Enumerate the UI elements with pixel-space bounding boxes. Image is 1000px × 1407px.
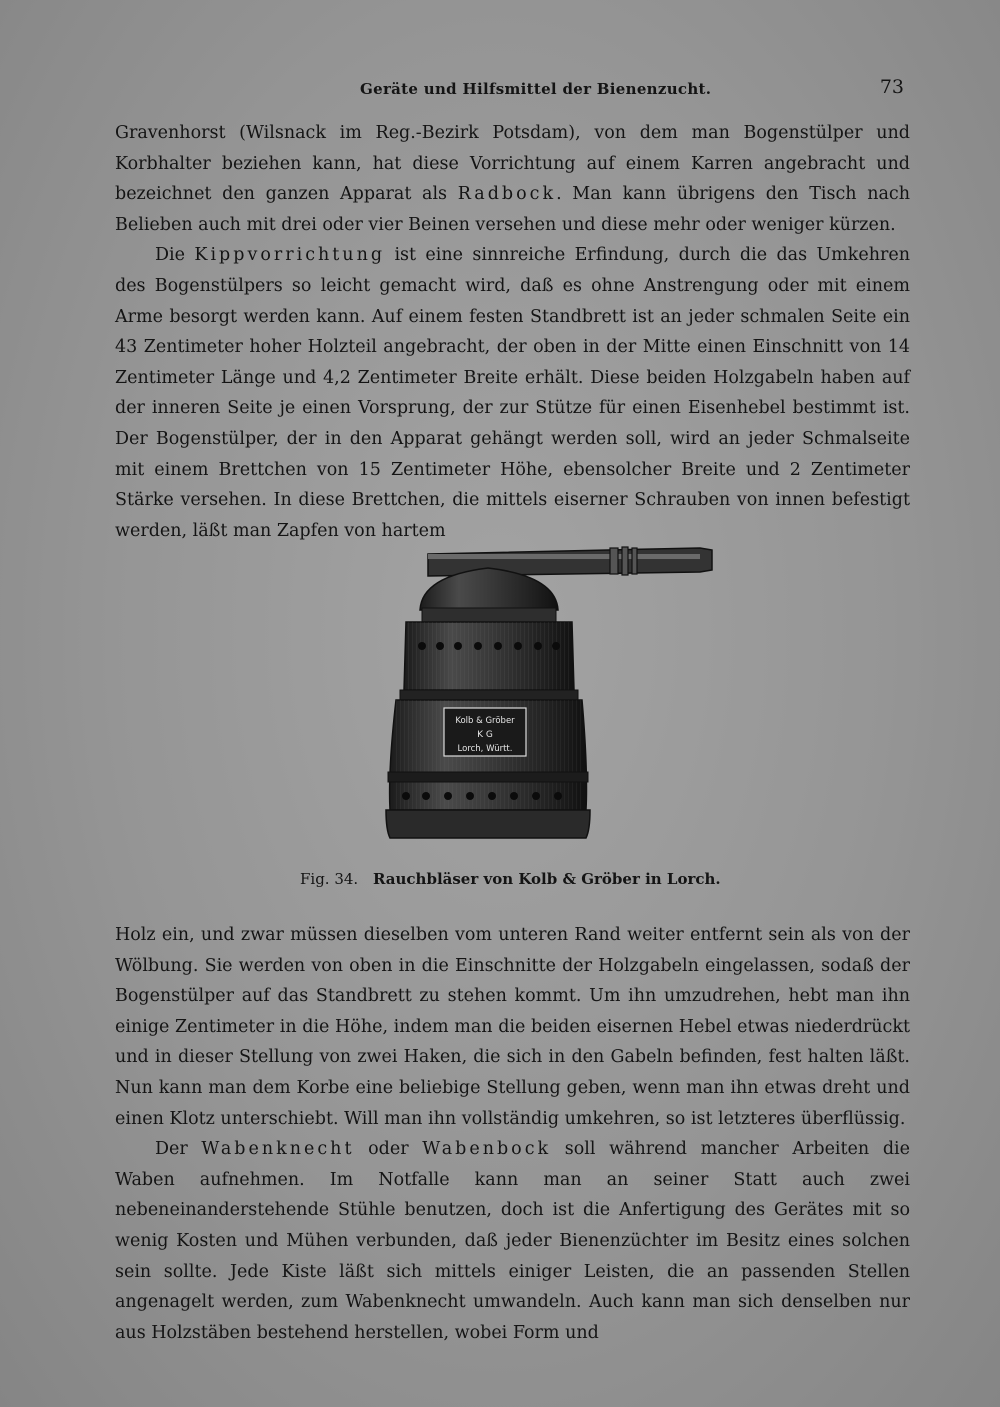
text-run: Die — [155, 245, 195, 266]
emphasized-term: Radbock — [457, 184, 557, 205]
figure-title: Rauchbläser von Kolb & Gröber in Lorch. — [372, 870, 721, 888]
paragraph — [115, 1134, 910, 1348]
figure-caption — [300, 870, 780, 888]
paragraph — [115, 118, 910, 240]
text-run: ist eine sinnreiche Erfindung, durch die das Umkehren des Bogenstülpers so leicht gemacht wird, daß es ohne Anstrengung oder mit einem Arme besorgt werden kann. Auf einem festen Standbrett ist an jeder schmalen Seite ein 43 Zentimeter hoher Holzteil angebracht, der oben in der Mitte einen Einschnitt von 14 Zentimeter Länge und 4,2 Zentimeter Breite erhält. Diese beiden Holzgabeln haben auf der inneren Seite je einen Vorsprung, der zur Stütze für einen Eisenhebel bestimmt ist. Der Bogenstülper, der in den Apparat gehängt werden soll, wird an jeder Schmalseite mit einem Brettchen von 15 Zentimeter Höhe, ebensolcher Breite und 2 Zentimeter Stärke versehen. In diese Brettchen, die mittels eiserner Schrauben von innen befestigt werden, läßt man Zapfen von hartem — [115, 245, 911, 541]
plate-line-2: K G — [477, 730, 493, 740]
emphasized-term: Kippvorrichtung — [194, 245, 386, 266]
paragraph — [115, 920, 910, 1134]
text-run: . Man kann übrigens den Tisch nach Belieben auch mit drei oder vier Beinen versehen und diese mehr oder weniger kürzen. — [115, 184, 910, 235]
smoker-illustration — [360, 540, 730, 850]
plate-line-3: Lorch, Württ. — [457, 744, 513, 754]
page-header — [110, 76, 910, 104]
running-title: Geräte und Hilfsmittel der Bienenzucht. — [360, 80, 712, 98]
text-run: Holz ein, und zwar müssen dieselben vom unteren Rand weiter entfernt sein als von der Wölbung. Sie werden von oben in die Einschnitte der Holzgabeln eingelassen, sodaß der Bogenstülper auf das Standbrett zu stehen kommt. Um ihn umzudrehen, hebt man ihn einige Zentimeter in die Höhe, indem man die beiden eisernen Hebel etwas niederdrückt und in dieser Stellung von zwei Haken, die sich in den Gabeln befinden, fest halten läßt. Nun kann man dem Korbe eine beliebige Stellung geben, wenn man ihn etwas dreht und einen Klotz unterschiebt. Will man ihn vollständig umkehren, so ist letzteres überflüssig. — [115, 925, 910, 1129]
page-number: 73 — [879, 76, 904, 98]
text-block-top — [115, 118, 910, 546]
bee-smoker-drawing — [360, 540, 730, 850]
figure-number: Fig. 34. — [300, 870, 359, 888]
emphasized-term: Wabenbock — [422, 1139, 552, 1160]
text-run: soll während mancher Arbeiten die Waben aufnehmen. Im Notfalle kann man an seiner Statt auch zwei nebeneinanderstehende Stühle benutzen, doch ist die Anfertigung des Gerätes mit so wenig Kosten und Mühen verbunden, daß jeder Bienenzüchter im Besitz eines solchen sein sollte. Jede Kiste läßt sich mittels einiger Leisten, die an passenden Stellen angenagelt werden, zum Wabenknecht umwandeln. Auch kann man sich denselben nur aus Holzstäben bestehend herstellen, wobei Form und — [115, 1139, 910, 1343]
text-block-bottom — [115, 920, 910, 1348]
text-run: oder — [354, 1139, 423, 1160]
text-run: Gravenhorst (Wilsnack im Reg.-Bezirk Potsdam), von dem man Bogenstülper und Korbhalter beziehen kann, hat diese Vorrichtung auf einem Karren angebracht und bezeichnet den ganzen Apparat als — [115, 123, 910, 205]
emphasized-term: Wabenknecht — [201, 1139, 355, 1160]
plate-line-1: Kolb & Gröber — [455, 716, 515, 726]
text-run: Der — [155, 1139, 202, 1160]
paragraph — [115, 240, 910, 546]
